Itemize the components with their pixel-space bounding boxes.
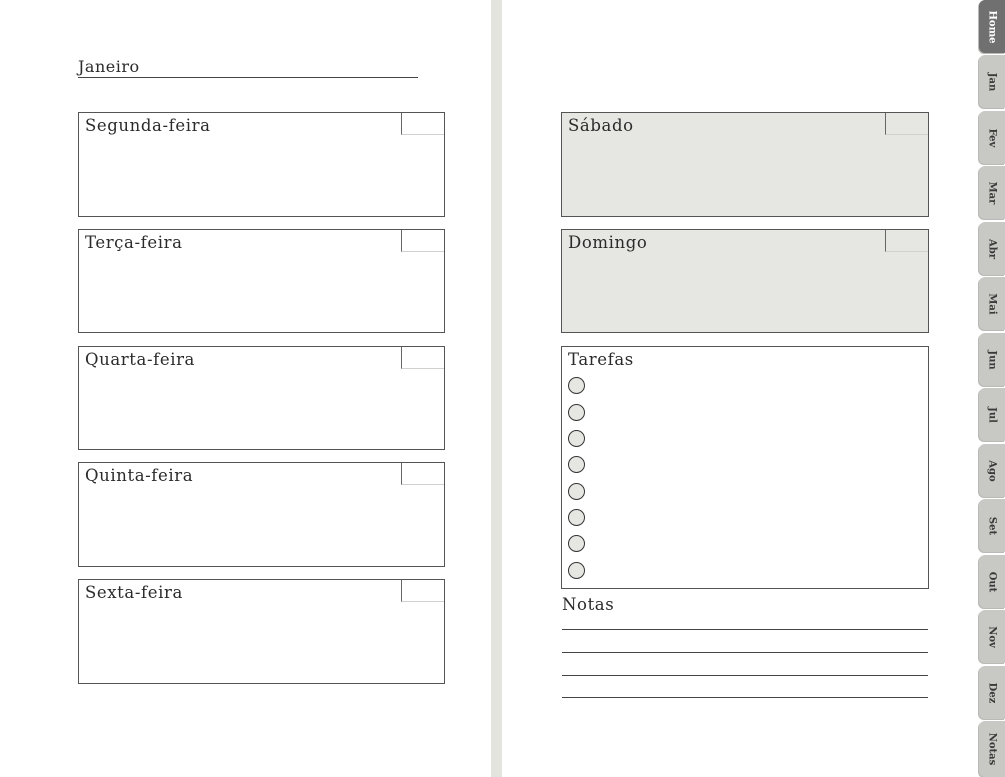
day-label: Quinta-feira [85, 466, 194, 485]
tab-jul[interactable]: Jul [979, 388, 1005, 441]
tab-jan[interactable]: Jan [979, 55, 1005, 108]
tab-nov[interactable]: Nov [979, 610, 1005, 663]
day-label: Sábado [568, 116, 634, 135]
day-label: Terça-feira [85, 233, 183, 252]
note-line[interactable] [562, 629, 928, 630]
task-checkbox[interactable] [568, 483, 585, 500]
task-checkbox[interactable] [568, 456, 585, 473]
tab-home[interactable]: Home [979, 0, 1005, 53]
day-box-wednesday[interactable] [78, 346, 445, 450]
date-cell[interactable] [401, 113, 444, 135]
month-title: Janeiro [78, 58, 418, 78]
day-box-monday[interactable] [78, 112, 445, 217]
tab-dez[interactable]: Dez [979, 666, 1005, 719]
task-checkbox[interactable] [568, 509, 585, 526]
tab-jun[interactable]: Jun [979, 333, 1005, 386]
day-label: Segunda-feira [85, 116, 211, 135]
note-line[interactable] [562, 652, 928, 653]
date-cell[interactable] [885, 230, 928, 252]
task-checkbox[interactable] [568, 404, 585, 421]
day-box-sunday[interactable] [561, 229, 929, 333]
tab-ago[interactable]: Ago [979, 444, 1005, 497]
task-checkbox[interactable] [568, 430, 585, 447]
tab-fev[interactable]: Fev [979, 111, 1005, 164]
day-label: Domingo [568, 233, 648, 252]
tab-mai[interactable]: Mai [979, 277, 1005, 330]
day-label: Quarta-feira [85, 350, 195, 369]
tab-abr[interactable]: Abr [979, 222, 1005, 275]
day-box-friday[interactable] [78, 579, 445, 684]
note-line[interactable] [562, 675, 928, 676]
date-cell[interactable] [401, 230, 444, 252]
notes-title: Notas [562, 595, 615, 614]
tab-out[interactable]: Out [979, 555, 1005, 608]
task-checkbox[interactable] [568, 377, 585, 394]
day-box-thursday[interactable] [78, 462, 445, 567]
date-cell[interactable] [401, 463, 444, 485]
date-cell[interactable] [401, 347, 444, 369]
note-line[interactable] [562, 697, 928, 698]
date-cell[interactable] [885, 113, 928, 135]
task-checkbox[interactable] [568, 562, 585, 579]
date-cell[interactable] [401, 580, 444, 602]
task-checkbox[interactable] [568, 535, 585, 552]
day-box-tuesday[interactable] [78, 229, 445, 333]
tab-set[interactable]: Set [979, 499, 1005, 552]
tab-notas[interactable]: Notas [979, 721, 1005, 777]
page-spine [491, 0, 502, 777]
tasks-title: Tarefas [568, 350, 634, 369]
tasks-box [561, 346, 929, 589]
day-label: Sexta-feira [85, 583, 183, 602]
day-box-saturday[interactable] [561, 112, 929, 217]
tab-mar[interactable]: Mar [979, 166, 1005, 219]
